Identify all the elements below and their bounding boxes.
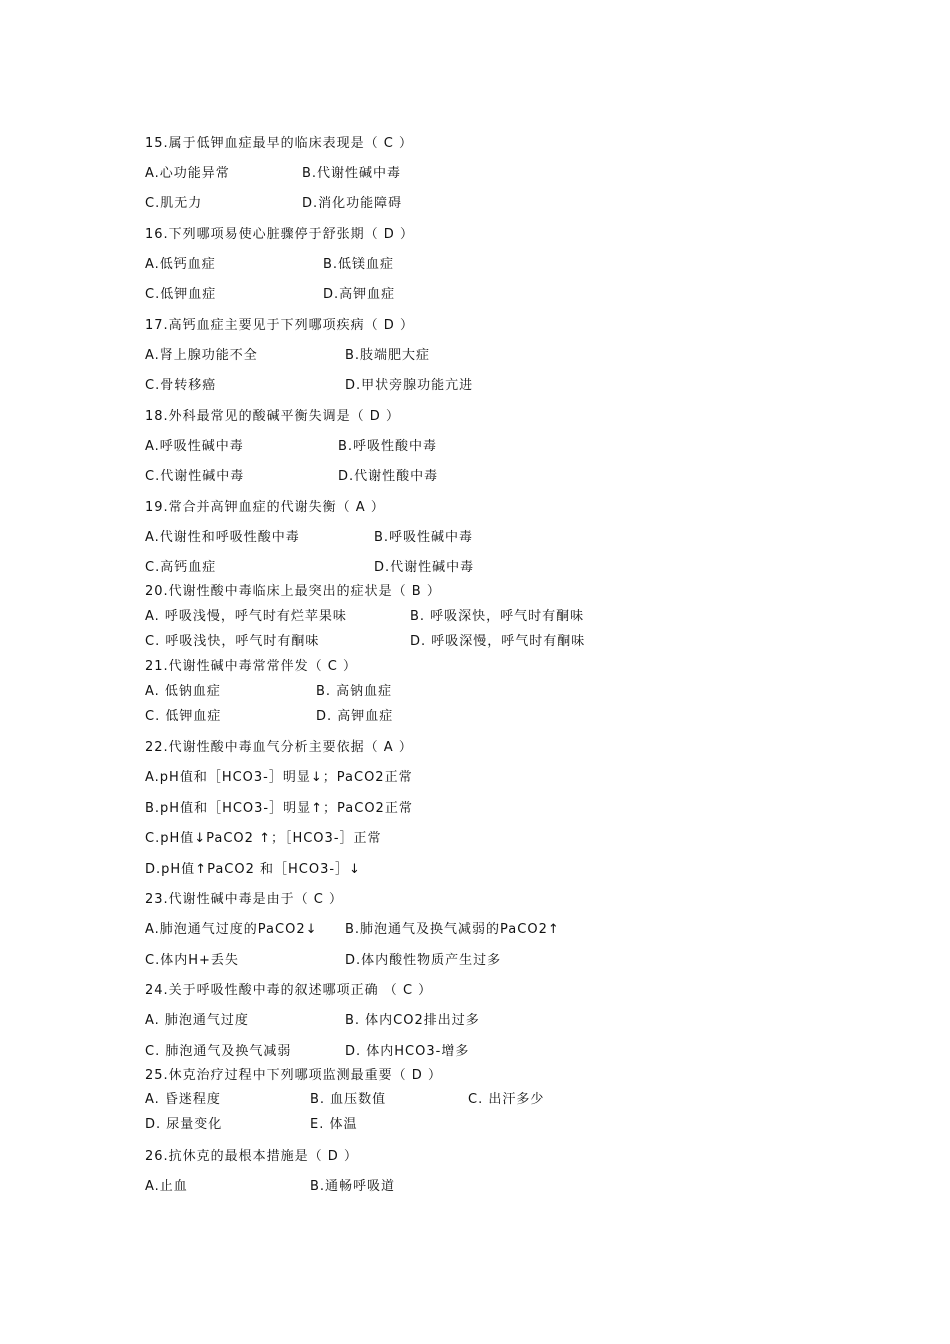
option-text: B.低镁血症	[323, 257, 395, 272]
option-text: A.低钙血症	[145, 257, 216, 272]
question-stem: 16.下列哪项易使心脏骤停于舒张期（ D ）	[145, 227, 414, 242]
option-text: A.呼吸性碱中毒	[145, 439, 244, 454]
question-stem: 17.高钙血症主要见于下列哪项疾病（ D ）	[145, 318, 414, 333]
option-text: A. 呼吸浅慢，呼气时有烂苹果味	[145, 609, 347, 624]
option-text: E. 体温	[310, 1117, 358, 1132]
option-text: D.甲状旁腺功能亢进	[345, 378, 474, 393]
option-text: D.代谢性碱中毒	[374, 560, 475, 575]
option-text: B.呼吸性酸中毒	[338, 439, 438, 454]
option-text: B.肢端肥大症	[345, 348, 431, 363]
option-text: D.消化功能障碍	[302, 196, 403, 211]
option-text: D.体内酸性物质产生过多	[345, 953, 502, 968]
option-text: A. 低钠血症	[145, 684, 221, 699]
option-text: C.代谢性碱中毒	[145, 469, 245, 484]
option-text: D.代谢性酸中毒	[338, 469, 439, 484]
option-text: C. 出汗多少	[468, 1092, 545, 1107]
option-text: A.代谢性和呼吸性酸中毒	[145, 530, 300, 545]
option-text: B. 血压数值	[310, 1092, 387, 1107]
option-text: A.心功能异常	[145, 166, 230, 181]
option-text: C.肌无力	[145, 196, 203, 211]
option-text: C. 肺泡通气及换气减弱	[145, 1044, 292, 1059]
option-text: A.肺泡通气过度的PaCO2↓	[145, 922, 318, 937]
question-stem: 21.代谢性碱中毒常常伴发（ C ）	[145, 659, 358, 674]
option-text: A. 昏迷程度	[145, 1092, 221, 1107]
option-text: C.低钾血症	[145, 287, 217, 302]
option-text: C.体内H+丢失	[145, 953, 239, 968]
option-text: C. 低钾血症	[145, 709, 222, 724]
question-stem: 26.抗休克的最根本措施是（ D ）	[145, 1149, 358, 1164]
option-text: D. 高钾血症	[316, 709, 394, 724]
question-stem: 18.外科最常见的酸碱平衡失调是（ D ）	[145, 409, 400, 424]
question-stem: 24.关于呼吸性酸中毒的叙述哪项正确 （ C ）	[145, 983, 433, 998]
option-text: B. 呼吸深快，呼气时有酮味	[410, 609, 585, 624]
option-text: D. 体内HCO3-增多	[345, 1044, 470, 1059]
option-text: C.高钙血症	[145, 560, 217, 575]
question-stem: 22.代谢性酸中毒血气分析主要依据（ A ）	[145, 740, 413, 755]
option-text: D.pH值↑PaCO2 和［HCO3-］↓	[145, 862, 361, 877]
option-text: B.呼吸性碱中毒	[374, 530, 474, 545]
option-text: C.pH值↓PaCO2 ↑；［HCO3-］正常	[145, 831, 382, 846]
question-stem: 15.属于低钾血症最早的临床表现是（ C ）	[145, 136, 414, 151]
option-text: B.通畅呼吸道	[310, 1179, 396, 1194]
option-text: A. 肺泡通气过度	[145, 1013, 249, 1028]
question-stem: 23.代谢性碱中毒是由于（ C ）	[145, 892, 344, 907]
question-stem: 25.休克治疗过程中下列哪项监测最重要（ D ）	[145, 1068, 442, 1083]
option-text: D.高钾血症	[323, 287, 396, 302]
option-text: D. 尿量变化	[145, 1117, 223, 1132]
option-text: A.肾上腺功能不全	[145, 348, 258, 363]
option-text: D. 呼吸深慢，呼气时有酮味	[410, 634, 586, 649]
option-text: B. 高钠血症	[316, 684, 393, 699]
option-text: C.骨转移癌	[145, 378, 217, 393]
option-text: A.止血	[145, 1179, 188, 1194]
option-text: A.pH值和［HCO3-］明显↓；PaCO2正常	[145, 770, 413, 785]
option-text: B. 体内CO2排出过多	[345, 1013, 480, 1028]
question-stem: 19.常合并高钾血症的代谢失衡（ A ）	[145, 500, 385, 515]
option-text: B.肺泡通气及换气减弱的PaCO2↑	[345, 922, 560, 937]
option-text: B.代谢性碱中毒	[302, 166, 402, 181]
option-text: C. 呼吸浅快，呼气时有酮味	[145, 634, 320, 649]
question-stem: 20.代谢性酸中毒临床上最突出的症状是（ B ）	[145, 584, 441, 599]
option-text: B.pH值和［HCO3-］明显↑；PaCO2正常	[145, 801, 413, 816]
